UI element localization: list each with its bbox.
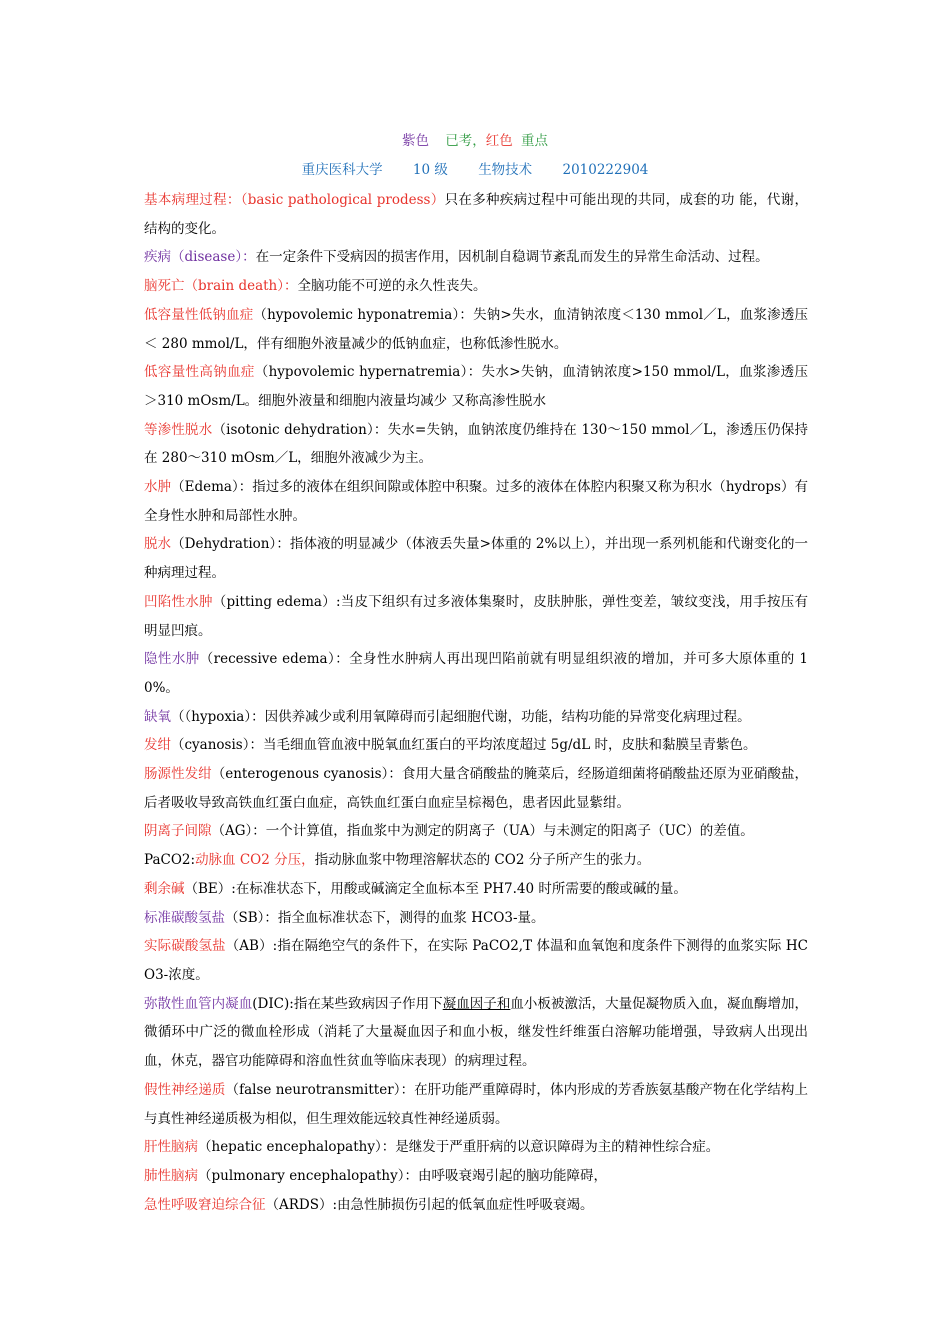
entry-definition: 因供养减少或利用氧障碍而引起细胞代谢，功能，结构功能的异常变化病理过程。 (264, 708, 751, 725)
entry-prefix: PaCO2: (144, 852, 196, 869)
entry-term: 基本病理过程：（basic pathological prodess） (144, 192, 445, 208)
entry-term: 实际碳酸氢盐 (144, 938, 226, 955)
entry-term-en: （ARDS）: (265, 1196, 338, 1213)
entry-hepatic-encephalopathy (144, 1133, 808, 1162)
entry-definition: 指体液的明显减少（体液丢失量>体重的 2%以上），并出现一系列机能和代谢变化的一种病理过程。 (144, 536, 809, 582)
legend-red: 红色 (485, 133, 513, 149)
entry-term: 肠源性发绀 (144, 766, 212, 783)
entry-ards (144, 1191, 808, 1220)
entry-term: 水肿 (144, 479, 172, 496)
entry-term: 脑死亡（brain death）： (144, 278, 298, 295)
entry-definition: 当毛细血管血液中脱氧血红蛋白的平均浓度超过 5g/dL 时，皮肤和黏膜呈青紫色。 (262, 737, 757, 754)
entry-disease (144, 243, 808, 272)
entry-term: 剩余碱 (144, 880, 185, 897)
entry-term-en: （hypovolemic hyponatremia）： (253, 306, 474, 323)
definition-list (144, 186, 808, 1219)
entry-term-en: （Dehydration）： (171, 536, 290, 553)
entry-hypovolemic-hypernatremia (144, 358, 808, 415)
entry-dic (144, 990, 808, 1076)
entry-definition: 当皮下组织有过多液体集聚时，皮肤肿胀，弹性变差，皱纹变浅，用手按压有明显凹痕。 (144, 593, 809, 639)
entry-term: 阴离子间隙 (144, 823, 212, 840)
entry-brain-death (144, 272, 808, 301)
entry-term-en: (DIC): (252, 995, 294, 1012)
entry-term-en: （enterogenous cyanosis）： (211, 766, 402, 783)
entry-term: 隐性水肿 (144, 651, 200, 668)
entry-definition: 由急性肺损伤引起的低氧血症性呼吸衰竭。 (337, 1196, 594, 1213)
entry-recessive-edema (144, 645, 808, 702)
entry-term: 急性呼吸窘迫综合征 (144, 1196, 266, 1213)
entry-definition: 全脑功能不可逆的永久性丧失。 (297, 278, 487, 295)
entry-definition: 失水=失钠，血钠浓度仍维持在 130～150 mmol／L，渗透压仍保持在 280～310 mOsm／L，细胞外液减少为主。 (144, 421, 809, 467)
entry-isotonic-dehydration (144, 416, 808, 473)
entry-definition: 是继发于严重肝病的以意识障碍为主的精神性综合症。 (395, 1139, 720, 1156)
entry-definition: 指在隔绝空气的条件下，在实际 PaCO2,T 体温和血氧饱和度条件下测得的血浆实际 HCO3-浓度。 (144, 938, 809, 983)
entry-term-en: （AG）： (211, 823, 266, 840)
entry-term-en: （hypovolemic hypernatremia）： (254, 364, 482, 381)
entry-definition: 全身性水肿病人再出现凹陷前就有明显组织液的增加，并可多大原体重的 10%。 (144, 651, 808, 696)
entry-definition: 失钠>失水，血清钠浓度＜130 mmol／L，血浆渗透压＜ 280 mmol/L，伴有细胞外液量减少的低钠血症，也称低渗性脱水。 (144, 306, 808, 352)
entry-term: 等渗性脱水 (144, 421, 213, 438)
entry-term-en: （recessive edema）： (199, 651, 350, 668)
legend-tested: 已考， (445, 133, 486, 149)
entry-term-en: （pulmonary encephalopathy）： (198, 1167, 418, 1184)
entry-term: 脱水 (144, 536, 172, 553)
entry-definition: 在肝功能严重障碍时，体内形成的芳香族氨基酸产物在化学结构上与真性神经递质极为相似，但生理效能远较真性神经递质弱。 (144, 1081, 809, 1127)
legend-purple: 紫色 (401, 133, 429, 149)
entry-term: 标准碳酸氢盐 (144, 909, 225, 926)
entry-definition: 食用大量含硝酸盐的腌菜后，经肠道细菌将硝酸盐还原为亚硝酸盐，后者吸收导致高铁血红蛋白血症，高铁血红蛋白血症呈棕褐色，患者因此显紫绀。 (144, 766, 809, 811)
entry-term: 疾病（disease）： (144, 249, 256, 266)
entry-term-en: （Edema）： (171, 479, 253, 496)
entry-term-en: （false neurotransmitter）： (225, 1081, 415, 1098)
entry-term: 假性神经递质 (144, 1081, 226, 1098)
entry-term: 肝性脑病 (144, 1139, 198, 1156)
entry-dehydration (144, 530, 808, 587)
color-legend (0, 131, 950, 151)
entry-pitting-edema (144, 588, 808, 645)
entry-definition: 指动脉血浆中物理溶解状态的 CO2 分子所产生的张力。 (314, 852, 651, 869)
entry-definition: 指全血标准状态下，测得的血浆 HCO3-量。 (277, 909, 545, 926)
entry-pulmonary-encephalopathy (144, 1162, 808, 1191)
entry-definition: 失水>失钠，血清钠浓度>150 mmol/L，血浆渗透压＞310 mOsm/L。细胞外液量和细胞内液量均减少 又称高渗性脱水 (144, 364, 808, 409)
entry-term-en: （SB）： (225, 909, 278, 926)
entry-standard-bicarbonate (144, 904, 808, 933)
entry-term-en: （BE）: (184, 880, 236, 897)
entry-enterogenous-cyanosis (144, 760, 808, 817)
author-line (0, 160, 950, 180)
entry-definition: 在标准状态下，用酸或碱滴定全血标本至 PH7.40 时所需要的酸或碱的量。 (235, 880, 687, 897)
university: 重庆医科大学 (301, 162, 383, 178)
entry-term: 缺氧 (144, 708, 171, 725)
entry-basic-pathological-process (144, 186, 808, 243)
grade: 10 级 (412, 162, 448, 178)
entry-term-en: （AB）: (225, 938, 278, 955)
entry-definition: 只在多种疾病过程中可能出现的共同，成套的功 能，代谢，结构的变化。 (144, 192, 809, 237)
entry-term: 动脉血 CO2 分压， (195, 852, 315, 869)
entry-edema (144, 473, 808, 530)
major: 生物技术 (478, 162, 533, 178)
entry-definition: 在一定条件下受病因的损害作用，因机制自稳调节紊乱而发生的异常生命活动、过程。 (255, 249, 769, 266)
entry-definition: 指过多的液体在组织间隙或体腔中积聚。过多的液体在体腔内积聚又称为积水（hydrops）有全身性水肿和局部性水肿。 (144, 479, 808, 524)
legend-key: 重点 (521, 133, 549, 149)
entry-cyanosis (144, 731, 808, 760)
entry-term-en: （isotonic dehydration）： (212, 421, 388, 438)
entry-term-en: （cyanosis）： (171, 737, 263, 754)
entry-term-en: （hepatic encephalopathy）： (198, 1139, 396, 1156)
entry-definition: 一个计算值，指血浆中为测定的阴离子（UA）与未测定的阳离子（UC）的差值。 (265, 823, 754, 840)
entry-paco2 (144, 846, 808, 875)
entry-term: 发绀 (144, 737, 171, 754)
entry-term-en: （pitting edema）: (212, 593, 341, 610)
entry-term: 低容量性高钠血症 (144, 364, 255, 381)
entry-hypoxia (144, 703, 808, 732)
entry-term: 凹陷性水肿 (144, 593, 213, 610)
student-id: 2010222904 (562, 162, 649, 178)
entry-term: 肺性脑病 (144, 1167, 198, 1184)
entry-term: 弥散性血管内凝血 (144, 995, 253, 1012)
entry-anion-gap (144, 817, 808, 846)
entry-hypovolemic-hyponatremia (144, 301, 808, 358)
entry-definition-rest: 血小板被激活，大量促凝物质入血，凝血酶增加，微循环中广泛的微血栓形成（消耗了大量凝血因子和血小板，继发性纤维蛋白溶解功能增强，导致病人出现出血，休克，器官功能障碍和溶血性贫血等临床表现）的病理过程。 (144, 995, 809, 1070)
entry-term: 低容量性低钠血症 (144, 306, 254, 323)
entry-actual-bicarbonate (144, 932, 808, 989)
entry-definition: 由呼吸衰竭引起的脑功能障碍， (417, 1167, 607, 1184)
entry-false-neurotransmitter (144, 1076, 808, 1133)
entry-base-excess (144, 875, 808, 904)
entry-term-en: （（hypoxia）： (171, 708, 265, 725)
entry-definition-underlined: 凝血因子和 (442, 995, 511, 1012)
entry-definition: 指在某些致病因子作用下 (293, 995, 443, 1012)
